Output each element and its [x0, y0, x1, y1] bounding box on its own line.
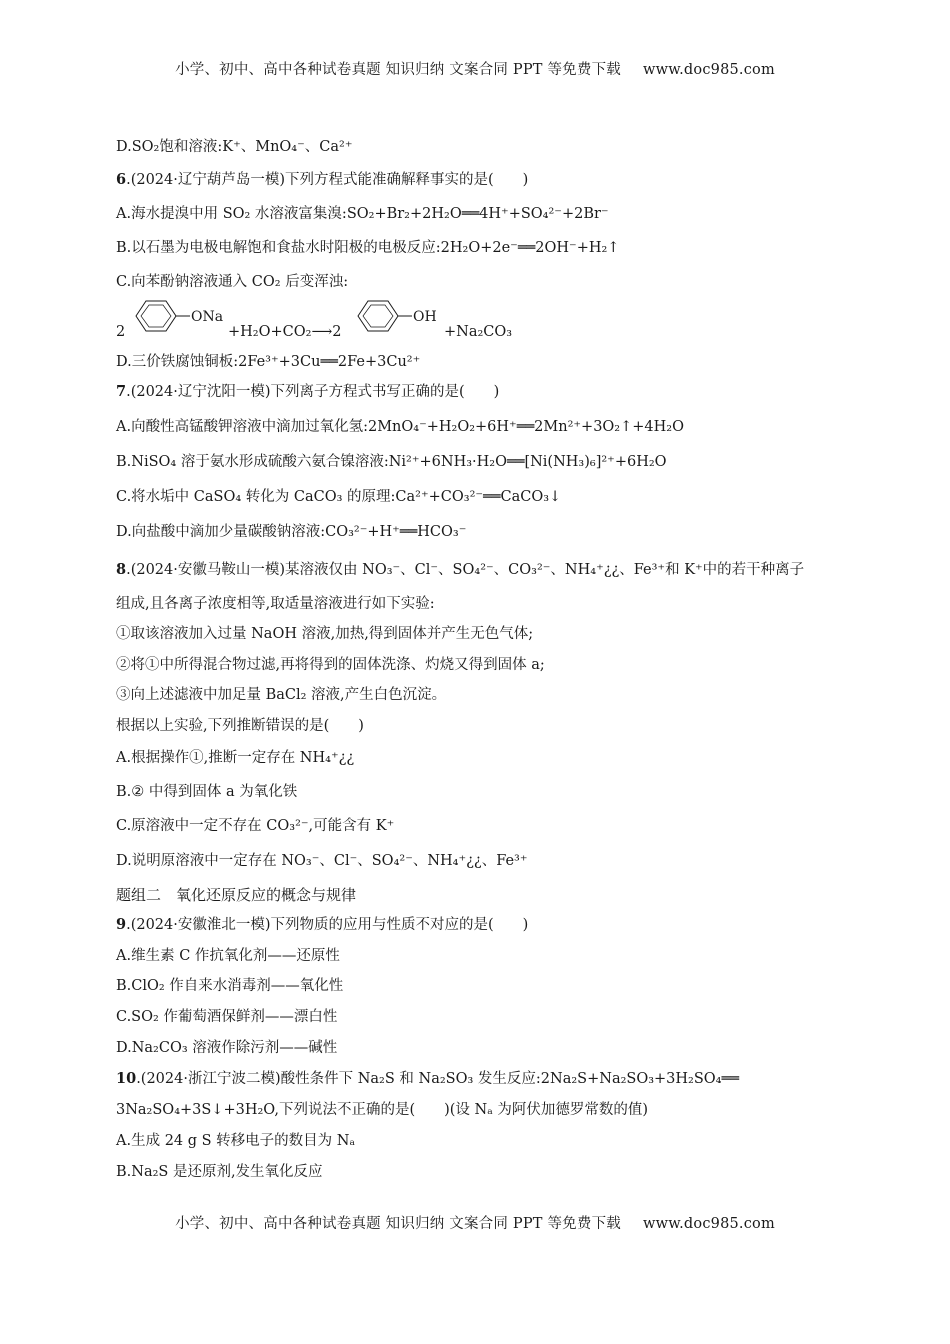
- reaction-arrow: ⟶: [311, 324, 333, 340]
- q6-option-a: A.海水提溴中用 SO₂ 水溶液富集溴:SO₂+Br₂+2H₂O══4H⁺+SO₄²⁻+2Br⁻: [116, 206, 609, 222]
- q7-option-a: A.向酸性高锰酸钾溶液中滴加过氧化氢:2MnO₄⁻+H₂O₂+6H⁺══2Mn²⁺+3O₂↑+4H₂O: [116, 419, 684, 435]
- footer-site[interactable]: www.doc985.com: [642, 1216, 775, 1232]
- q7-number: 7: [116, 383, 127, 400]
- q7-option-d: D.向盐酸中滴加少量碳酸钠溶液:CO₃²⁻+H⁺══HCO₃⁻: [116, 524, 467, 540]
- sodium-phenoxide-structure: [128, 296, 238, 352]
- reaction-product: +Na₂CO₃: [444, 324, 513, 340]
- page-header: [0, 58, 950, 79]
- q7-stem-text: .(2024·辽宁沈阳一模)下列离子方程式书写正确的是( ): [126, 384, 500, 400]
- q9-stem: [116, 915, 528, 935]
- q9-number: 9: [116, 916, 127, 933]
- q7-option-b: B.NiSO₄ 溶于氨水形成硫酸六氨合镍溶液:Ni²⁺+6NH₃·H₂O══[Ni(NH₃)₆]²⁺+6H₂O: [116, 454, 667, 470]
- q6-number: 6: [116, 171, 127, 188]
- reaction-coef-2: 2: [332, 324, 342, 340]
- q6-option-d: D.三价铁腐蚀铜板:2Fe³⁺+3Cu══2Fe+3Cu²⁺: [116, 354, 421, 370]
- phenol-substituent: OH: [413, 309, 437, 325]
- q10-stem-cont: 3Na₂SO₄+3S↓+3H₂O,下列说法不正确的是( )(设 Nₐ 为阿伏加德罗常数的值): [116, 1102, 649, 1118]
- q9-stem-text: .(2024·安徽淮北一模)下列物质的应用与性质不对应的是( ): [126, 917, 529, 933]
- q10-stem: [116, 1069, 739, 1089]
- q7-stem: [116, 382, 499, 402]
- page-footer: [0, 1212, 950, 1233]
- q8-stem: [116, 560, 804, 580]
- q9-option-a: A.维生素 C 作抗氧化剂——还原性: [116, 948, 340, 964]
- reaction-middle: [228, 322, 341, 342]
- q10-stem-text: .(2024·浙江宁波二模)酸性条件下 Na₂S 和 Na₂SO₃ 发生反应:2Na₂S+Na₂SO₃+3H₂SO₄══: [136, 1071, 739, 1087]
- q8-step-2: ②将①中所得混合物过滤,再将得到的固体洗涤、灼烧又得到固体 a;: [116, 657, 545, 673]
- footer-text: 小学、初中、高中各种试卷真题 知识归纳 文案合同 PPT 等免费下载: [175, 1216, 621, 1232]
- q8-option-b: B.② 中得到固体 a 为氧化铁: [116, 784, 298, 800]
- reaction-coef-1: 2: [116, 324, 126, 340]
- phenoxide-substituent: ONa: [191, 309, 224, 325]
- q9-option-c: C.SO₂ 作葡萄酒保鲜剂——漂白性: [116, 1009, 338, 1025]
- q9-option-b: B.ClO₂ 作自来水消毒剂——氧化性: [116, 978, 344, 994]
- q8-step-1: ①取该溶液加入过量 NaOH 溶液,加热,得到固体并产生无色气体;: [116, 626, 534, 642]
- q8-stem-text: .(2024·安徽马鞍山一模)某溶液仅由 NO₃⁻、Cl⁻、SO₄²⁻、CO₃²⁻、NH₄⁺¿¿、Fe³⁺和 K⁺中的若干种离子: [126, 562, 805, 578]
- header-text: 小学、初中、高中各种试卷真题 知识归纳 文案合同 PPT 等免费下载: [175, 62, 621, 78]
- reaction-reagents: +H₂O+CO₂: [228, 324, 312, 340]
- phenol-structure: [350, 296, 450, 352]
- q6-stem: [116, 170, 528, 190]
- q9-option-d: D.Na₂CO₃ 溶液作除污剂——碱性: [116, 1040, 338, 1056]
- q6-option-c: C.向苯酚钠溶液通入 CO₂ 后变浑浊:: [116, 274, 349, 290]
- q10-number: 10: [116, 1070, 137, 1087]
- q10-option-b: B.Na₂S 是还原剂,发生氧化反应: [116, 1164, 323, 1180]
- header-site[interactable]: www.doc985.com: [642, 62, 775, 78]
- q8-step-3: ③向上述滤液中加足量 BaCl₂ 溶液,产生白色沉淀。: [116, 687, 447, 703]
- q6-option-b: B.以石墨为电极电解饱和食盐水时阳极的电极反应:2H₂O+2e⁻══2OH⁻+H₂↑: [116, 240, 620, 256]
- q7-option-c: C.将水垢中 CaSO₄ 转化为 CaCO₃ 的原理:Ca²⁺+CO₃²⁻══CaCO₃↓: [116, 489, 562, 505]
- q5-option-d: D.SO₂饱和溶液:K⁺、MnO₄⁻、Ca²⁺: [116, 139, 353, 155]
- q8-stem-cont: 组成,且各离子浓度相等,取适量溶液进行如下实验:: [116, 596, 435, 612]
- q8-number: 8: [116, 561, 127, 578]
- q8-option-a: A.根据操作①,推断一定存在 NH₄⁺¿¿: [116, 750, 355, 766]
- q8-question: 根据以上实验,下列推断错误的是( ): [116, 718, 364, 734]
- section-heading: 题组二 氧化还原反应的概念与规律: [116, 886, 357, 904]
- q8-option-c: C.原溶液中一定不存在 CO₃²⁻,可能含有 K⁺: [116, 818, 395, 834]
- q8-option-d: D.说明原溶液中一定存在 NO₃⁻、Cl⁻、SO₄²⁻、NH₄⁺¿¿、Fe³⁺: [116, 853, 528, 869]
- q10-option-a: A.生成 24 g S 转移电子的数目为 Nₐ: [116, 1133, 356, 1149]
- q6-stem-text: .(2024·辽宁葫芦岛一模)下列方程式能准确解释事实的是( ): [126, 172, 529, 188]
